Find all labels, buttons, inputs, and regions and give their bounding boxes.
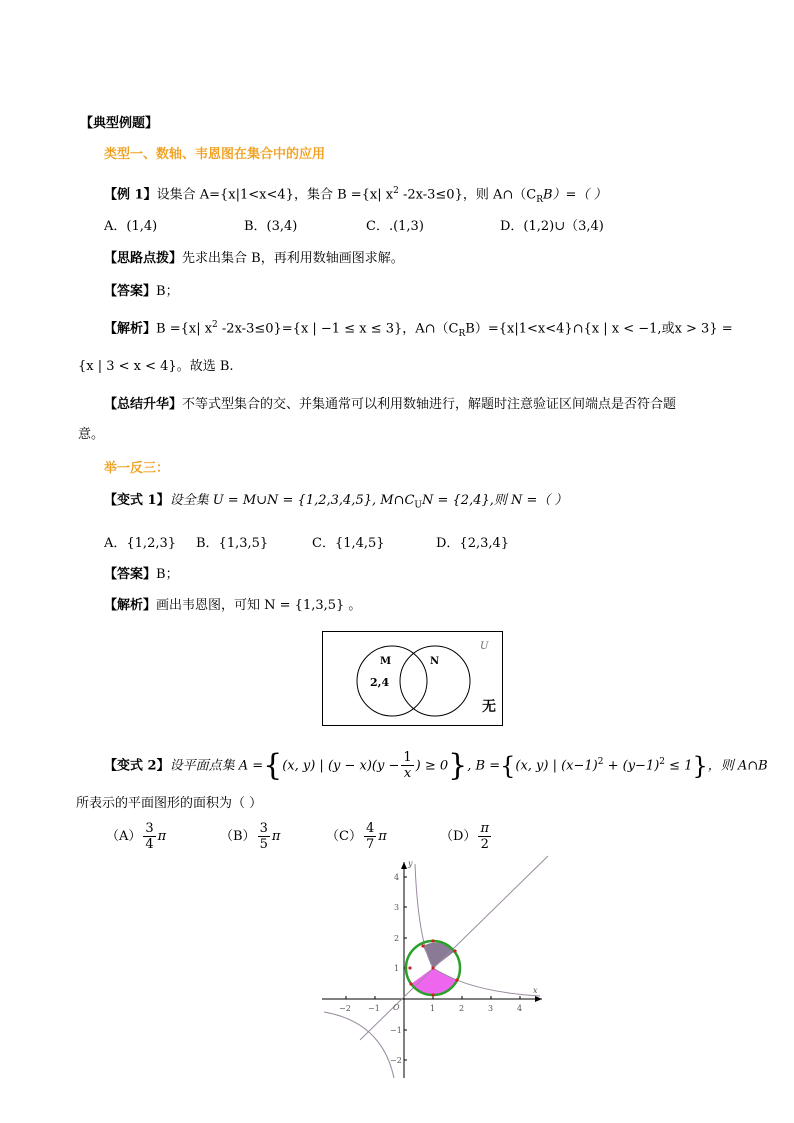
variant2-option-b: （B） $\frac{3}{5}$ π [220, 821, 281, 852]
variant1-option-c: C．{1,4,5} [312, 536, 385, 551]
variant1-option-b: B．{1,3,5} [196, 536, 269, 551]
x-axis-label: x [533, 986, 538, 995]
y-tick-label: 2 [394, 934, 400, 943]
coordinate-graph [320, 855, 550, 1080]
x-axis-arrow [535, 996, 542, 1002]
x-tick-labels [339, 1004, 522, 1013]
y-tick-label: 4 [394, 873, 400, 882]
variant2-question: 【变式 2】设平面点集 A ={(x, y) | (y − x)(y − $\frac{1}{x}$ ) ≥ 0}, B ={(x, y) | $(x-1)^2 + (y-1)^2 \le 1$}，则 A∩B [104, 747, 768, 783]
practice-heading: 举一反三： [104, 461, 170, 476]
hyperbola-branch-negative [324, 1012, 394, 1078]
venn-universe-box [323, 632, 503, 726]
example1-label: 【例 1】 [104, 187, 157, 203]
variant2-line2: 所表示的平面图形的面积为（ ） [76, 796, 263, 811]
answer1: 【答案】B； [104, 284, 179, 299]
x-tick-label: 2 [459, 1004, 465, 1013]
x-tick-label: −2 [339, 1004, 351, 1013]
y-axis-arrow [401, 862, 407, 869]
x-tick-label: 1 [430, 1004, 436, 1013]
summary-line2: 意。 [78, 427, 105, 442]
y-tick-label: 3 [394, 903, 400, 912]
example1-question: 【例 1】设集合 A={x|1<x<4}，集合 B ={x| $x^2$ -2x-3≤0}，则 $A\cap(C_RB)=$（ ） [104, 186, 607, 205]
analysis2: 【解析】画出韦恩图，可知 N = {1,3,5} 。 [104, 598, 362, 613]
summary-line1: 【总结升华】不等式型集合的交、并集通常可以利用数轴进行，解题时注意验证区间端点是否符合题 [104, 397, 677, 412]
venn-diagram [322, 631, 504, 727]
x-tick-label: 4 [517, 1004, 523, 1013]
y-axis-label: y [408, 859, 413, 868]
y-tick-label: 1 [394, 964, 400, 973]
variant2-option-c: （C） $\frac{4}{7}$ π [326, 821, 387, 852]
variant2-option-a: （A） $\frac{3}{4}$ π [106, 821, 167, 852]
origin-label: O [393, 1003, 400, 1012]
example1-option-a: A．(1,4) [104, 219, 158, 234]
y-tick-labels [390, 873, 402, 1065]
venn-label-n: N [430, 656, 440, 667]
y-tick-label: −1 [390, 1026, 402, 1035]
variant1-question: 【变式 1】设全集 U = M∪N = {1,2,3,4,5}, $M\cap C_UN = \{2,4\}$,则 N =（ ） [104, 493, 568, 511]
variant1-option-a: A．{1,2,3} [104, 536, 177, 551]
venn-intersection-label: 2,4 [370, 676, 390, 689]
x-tick-label: 3 [488, 1004, 494, 1013]
hint: 【思路点拨】先求出集合 B，再利用数轴画图求解。 [104, 251, 404, 266]
venn-none-label: 无 [482, 699, 496, 715]
variant1-option-d: D．{2,3,4} [436, 536, 510, 551]
type-heading: 类型一、数轴、韦恩图在集合中的应用 [104, 147, 326, 162]
venn-label-m: M [380, 656, 392, 667]
answer2: 【答案】B； [104, 567, 179, 582]
analysis1-line2: {x | 3 < x < 4}。故选 B. [78, 359, 234, 374]
y-tick-label: −2 [390, 1056, 402, 1065]
analysis1-line1: 【解析】B ={x| $x^2$ -2x-3≤0}={x | −1 ≤ x ≤ 3}，$A\cap(C_RB)=\{x|1<x<4\}\cap\{x$ | x < −1,或x > 3} = [104, 320, 733, 339]
section-title: 【典型例题】 [80, 116, 159, 131]
example1-option-d: D．(1,2)∪（3,4) [500, 219, 604, 234]
x-tick-label: −1 [368, 1004, 380, 1013]
venn-label-u: U [480, 641, 489, 652]
variant2-option-d: （D） $\frac{\pi}{2}$ [440, 821, 489, 852]
example1-option-c: C．.(1,3) [366, 219, 424, 234]
example1-option-b: B．(3,4) [244, 219, 298, 234]
